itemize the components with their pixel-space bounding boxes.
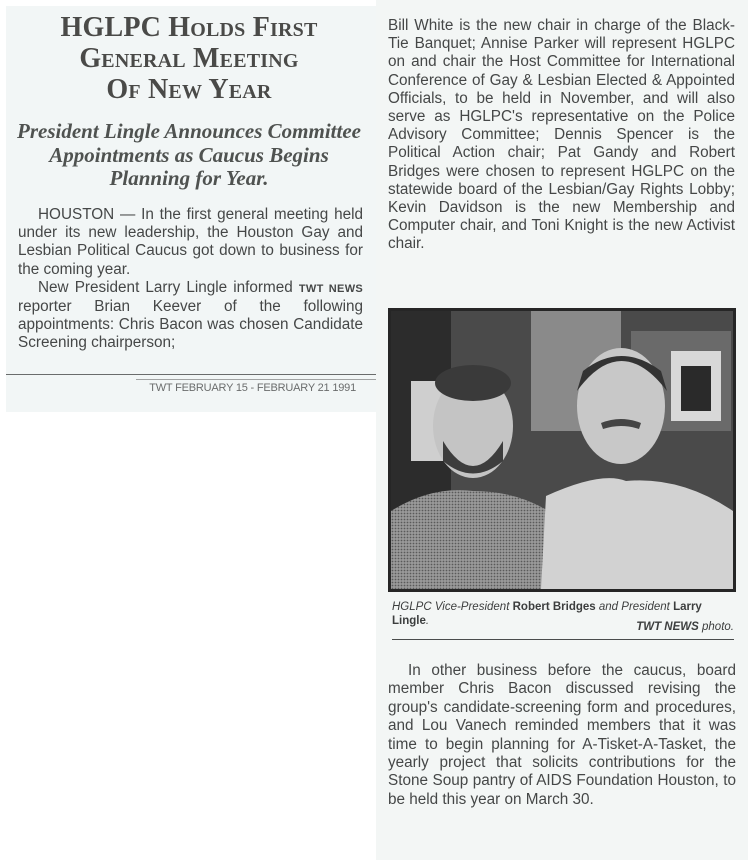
caption-name-1: Robert Bridges — [512, 601, 596, 613]
subheadline: President Lingle Announces Committee Appointments as Caucus Begins Planning for Year. — [17, 119, 361, 190]
paragraph-2-lead: New President Larry Lingle informed — [38, 278, 293, 296]
paragraph-1: HOUSTON — In the first general meeting held under its new leadership, the Houston Gay and Lesbian Political Caucus got down to business for the coming year. — [18, 206, 363, 278]
caption-pre: HGLPC Vice-President — [392, 601, 510, 613]
headline-line-1: HGLPC Holds First — [60, 12, 318, 43]
left-body — [18, 206, 363, 353]
paragraph-2-continued: Bill White is the new chair in charge of the Black-Tie Banquet; Annise Parker will represent HGLPC on and chair the Host Committee for International Conference of Gay & Lesbian Elected & Appointed Officials, to be held in November, and will also serve as HGLPC's representative on the Police Advisory Committee; Dennis Spencer is the Political Action chair; Pat Gandy and Robert Bridges were chosen to represent HGLPC on the statewide board of the Lesbian/Gay Rights Lobby; Kevin Davidson is the new Membership and Computer chair, and Toni Knight is the new Activist chair. — [388, 17, 735, 253]
caption-name-2: Larry Lingle — [392, 601, 702, 627]
photo-credit — [392, 621, 734, 633]
twt-news-kicker: TWT NEWS — [298, 282, 364, 295]
divider-rule-secondary — [136, 379, 376, 380]
headline-line-3: Of New Year — [106, 74, 272, 105]
folio-date-line: TWT FEBRUARY 15 - FEBRUARY 21 1991 — [149, 382, 356, 394]
right-body-bottom — [388, 662, 736, 809]
paragraph-2-rest: reporter Brian Keever of the following appointments: Chris Bacon was chosen Candidate Screening chairperson; — [18, 298, 363, 352]
caption-rule — [392, 639, 734, 640]
right-body-top — [388, 17, 735, 254]
divider-rule — [6, 374, 376, 375]
photo — [388, 308, 736, 592]
paragraph-2 — [18, 279, 363, 353]
photo-image — [391, 311, 733, 589]
credit-kicker: TWT NEWS — [636, 621, 699, 633]
caption-end: . — [425, 615, 430, 627]
headline-line-2: General Meeting — [79, 43, 299, 74]
caption-mid: and President — [598, 601, 670, 613]
credit-rest: photo. — [702, 621, 734, 633]
headline — [8, 12, 370, 105]
paragraph-3: In other business before the caucus, board member Chris Bacon discussed revising the group's candidate-screening form and procedures, and Lou Vanech reminded members that it was time to begin planning for A-Tisket-A-Tasket, the yearly project that solicits contributions for the Stone Soup pantry of AIDS Foundation Houston, to be held this year on March 30. — [388, 662, 736, 808]
